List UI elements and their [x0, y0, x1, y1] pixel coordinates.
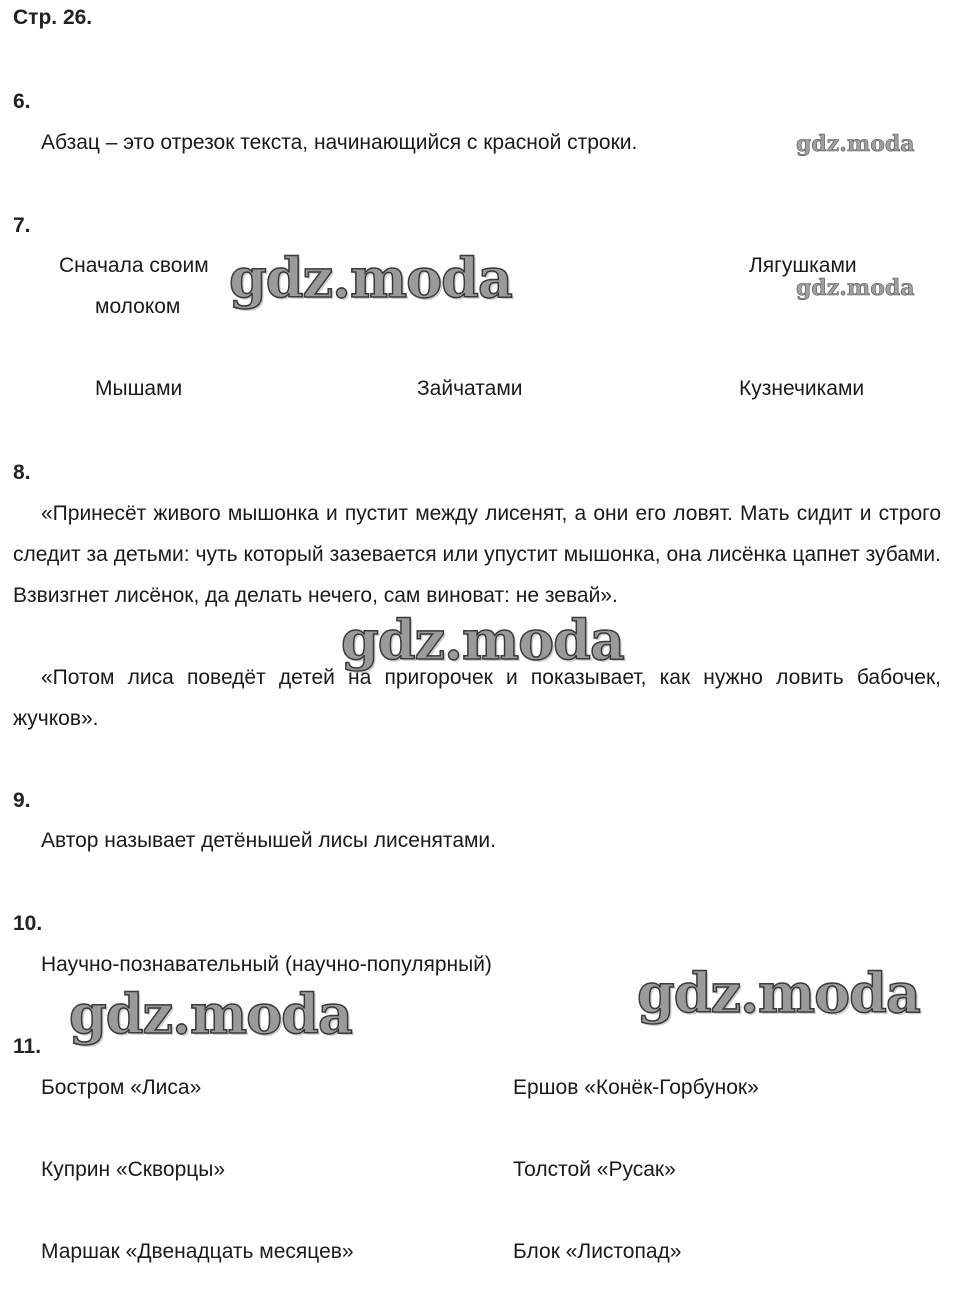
- task-11-number: 11.: [13, 1035, 42, 1058]
- task-6-number: 6.: [13, 90, 31, 113]
- task-11-left-2: Куприн «Скворцы»: [41, 1158, 226, 1181]
- task-8-paragraph-1-text: «Принесёт живого мышонка и пустит между лисенят, а они его ловят. Мать сидит и строго следит за детьми: чуть который зазевается или упустит мышонка, она лисёнка цапнет зубами. Взвизгнет лисёнок, да делать нечего, сам виноват: не зевай».: [13, 502, 941, 607]
- task-11-left-3: Маршак «Двенадцать месяцев»: [41, 1240, 354, 1263]
- task-11-right-1: Ершов «Конёк-Горбунок»: [513, 1076, 759, 1099]
- task-8-paragraph-2-text: «Потом лиса поведёт детей на пригорочек и показывает, как нужно ловить бабочек, жучков».: [13, 666, 941, 730]
- task-6-answer: Абзац – это отрезок текста, начинающийся с красной строки.: [41, 131, 638, 154]
- task-8-number: 8.: [13, 461, 31, 484]
- task-7-item-2: Зайчатами: [417, 377, 523, 400]
- task-7-line2-left: молоком: [95, 295, 181, 318]
- watermark-big-1: gdz.moda: [229, 246, 512, 310]
- task-11-right-2: Толстой «Русак»: [513, 1158, 676, 1181]
- task-7-top-right: Лягушками: [749, 254, 857, 277]
- watermark-small-1: gdz.moda: [796, 131, 915, 157]
- watermark-big-3: gdz.moda: [637, 961, 920, 1025]
- task-7-number: 7.: [13, 214, 31, 237]
- task-7-line1-left: Сначала своим: [59, 254, 209, 277]
- task-11-left-1: Бостром «Лиса»: [41, 1076, 202, 1099]
- task-10-number: 10.: [13, 912, 43, 935]
- task-8-paragraph-1: [13, 493, 941, 616]
- task-10-answer: Научно-познавательный (научно-популярный): [41, 953, 492, 976]
- task-9-number: 9.: [13, 789, 31, 812]
- watermark-big-4: gdz.moda: [69, 982, 352, 1046]
- task-9-answer: Автор называет детёнышей лисы лисенятами.: [41, 829, 496, 852]
- task-8-paragraph-2: [13, 657, 941, 739]
- task-11-right-3: Блок «Листопад»: [513, 1240, 682, 1263]
- page-title: Стр. 26.: [13, 6, 93, 29]
- task-7-item-1: Мышами: [95, 377, 183, 400]
- watermark-small-2: gdz.moda: [796, 275, 915, 301]
- task-7-item-3: Кузнечиками: [739, 377, 865, 400]
- watermark-big-2: gdz.moda: [341, 608, 624, 672]
